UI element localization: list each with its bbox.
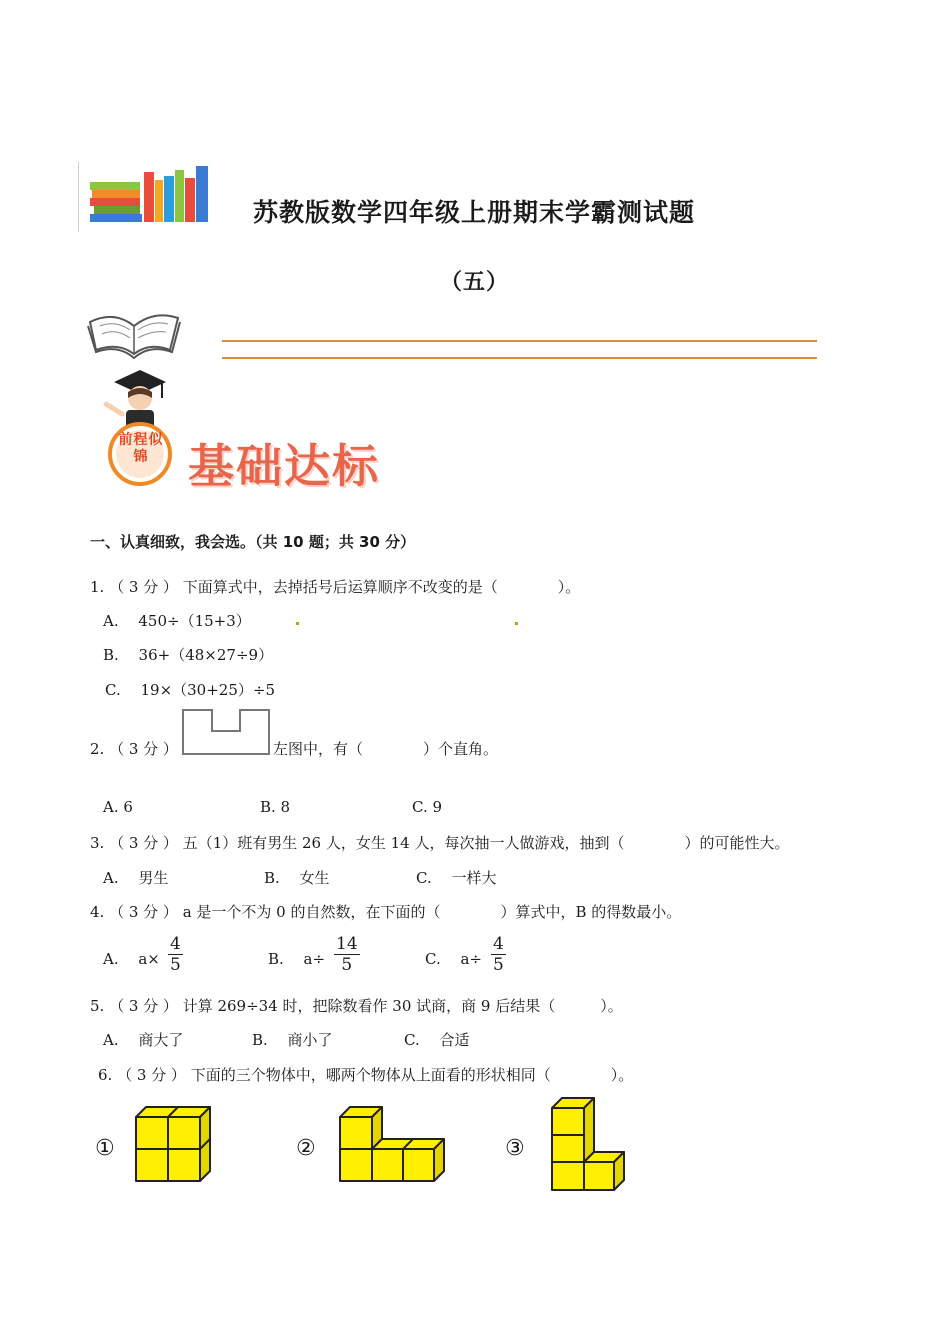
question-1-stem: 1. （ 3 分 ） 下面算式中，去掉括号后运算顺序不改变的是（ ）。 xyxy=(90,578,581,596)
question-3-option-a[interactable]: A. 男生 xyxy=(103,869,169,887)
question-5-stem: 5. （ 3 分 ） 计算 269÷34 时，把除数看作 30 试商，商 9 后结果（ ）。 xyxy=(90,997,623,1015)
question-2-text: 左图中，有（ ）个直角。 xyxy=(273,740,499,758)
figure-1-label: ① xyxy=(95,1136,115,1161)
figure-3-cubes xyxy=(550,1096,628,1192)
fraction-numerator: 4 xyxy=(493,934,504,954)
badge-text: 前程似锦 xyxy=(118,432,164,465)
question-3-stem: 3. （ 3 分 ） 五（1）班有男生 26 人，女生 14 人，每次抽一人做游戏，抽到（ ）的可能性大。 xyxy=(90,834,790,852)
question-3-option-b[interactable]: B. 女生 xyxy=(264,869,330,887)
question-4-option-b[interactable]: B. a÷ xyxy=(268,950,326,968)
question-4-option-a[interactable]: A. a× xyxy=(103,950,160,968)
stray-dot xyxy=(515,622,518,625)
figure-1-cubes xyxy=(134,1105,214,1185)
section-heading: 一、认真细致，我会选。（共 10 题；共 30 分） xyxy=(90,533,416,551)
header-left-rule xyxy=(78,162,79,232)
question-1-option-b[interactable]: B. 36+（48×27÷9） xyxy=(103,646,274,664)
question-6-stem: 6. （ 3 分 ） 下面的三个物体中，哪两个物体从上面看的形状相同（ ）。 xyxy=(98,1066,634,1084)
question-4-option-c[interactable]: C. a÷ xyxy=(425,950,482,968)
graduate-badge-icon xyxy=(92,364,188,486)
question-5-option-a[interactable]: A. 商大了 xyxy=(103,1031,184,1049)
question-5-option-c[interactable]: C. 合适 xyxy=(404,1031,470,1049)
fraction-denominator: 5 xyxy=(493,955,504,975)
page-subtitle: （五） xyxy=(440,270,510,295)
figure-3-label: ③ xyxy=(505,1136,525,1161)
question-4-fraction-a xyxy=(168,934,183,975)
open-book-icon xyxy=(84,292,184,360)
page-title: 苏教版数学四年级上册期末学霸测试题 xyxy=(253,198,696,227)
stray-dot xyxy=(296,622,299,625)
question-2-option-b[interactable]: B. 8 xyxy=(260,798,291,816)
question-2-number: 2. （ 3 分 ） xyxy=(90,740,178,758)
question-4-fraction-b xyxy=(334,934,360,975)
fraction-denominator: 5 xyxy=(170,955,181,975)
figure-2-label: ② xyxy=(296,1136,316,1161)
question-2-option-a[interactable]: A. 6 xyxy=(103,798,133,816)
question-1-option-a[interactable]: A. 450÷（15+3） xyxy=(103,612,251,630)
question-5-option-b[interactable]: B. 商小了 xyxy=(252,1031,333,1049)
fraction-numerator: 14 xyxy=(336,934,358,954)
question-4-fraction-c xyxy=(491,934,506,975)
question-3-option-c[interactable]: C. 一样大 xyxy=(416,869,497,887)
header-rule-bottom xyxy=(222,357,817,359)
question-2-figure xyxy=(180,707,272,757)
books-icon xyxy=(88,162,212,224)
section-banner: 基础达标 xyxy=(188,439,380,493)
question-1-option-c[interactable]: C. 19×（30+25）÷5 xyxy=(105,681,275,699)
figure-2-cubes xyxy=(338,1105,448,1185)
question-2-option-c[interactable]: C. 9 xyxy=(412,798,443,816)
question-4-stem: 4. （ 3 分 ） a 是一个不为 0 的自然数，在下面的（ ）算式中，B 的得数最小。 xyxy=(90,903,682,921)
header-rule-top xyxy=(222,340,817,342)
fraction-denominator: 5 xyxy=(341,955,353,975)
fraction-numerator: 4 xyxy=(170,934,181,954)
